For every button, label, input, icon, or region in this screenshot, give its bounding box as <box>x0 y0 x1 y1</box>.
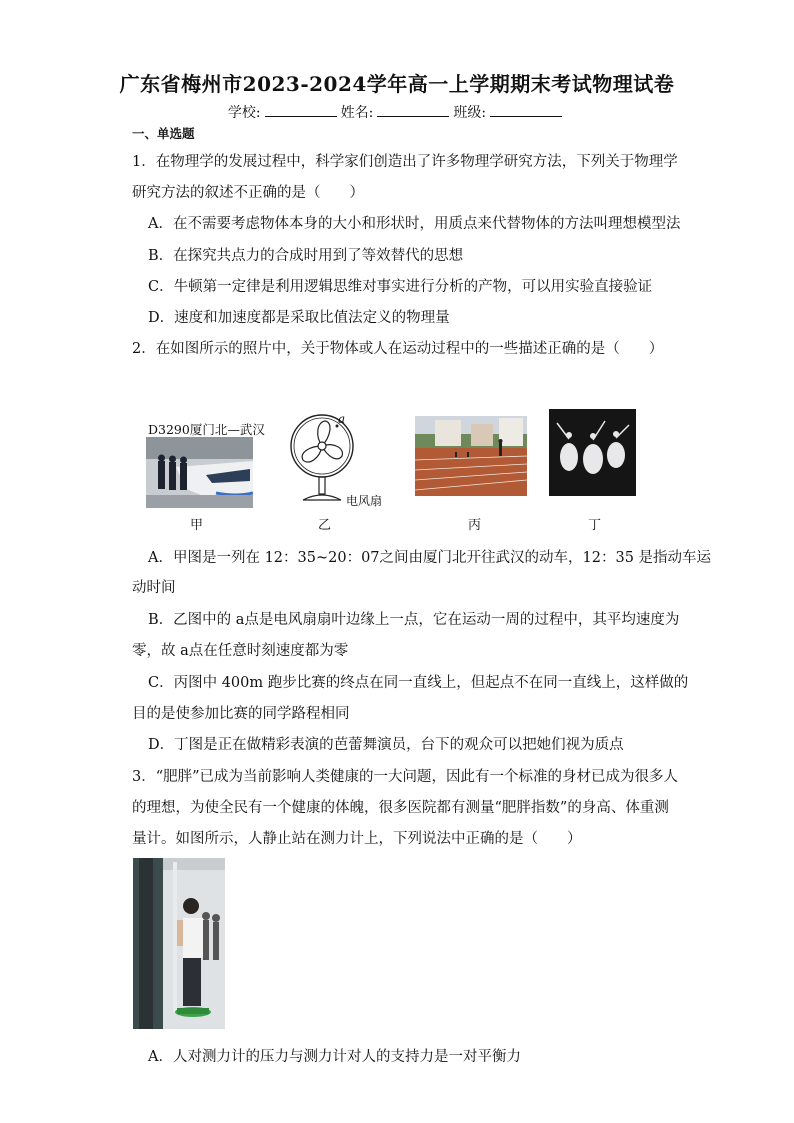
school-blank <box>265 102 337 117</box>
figure-caption-yi: 乙 <box>318 518 332 533</box>
q3-option-a: A．人对测力计的压力与测力计对人的支持力是一对平衡力 <box>148 1049 521 1065</box>
q3-stem-line1: 3．“肥胖”已成为当前影响人类健康的一大问题，因此有一个标准的身材已成为很多人 <box>132 769 679 785</box>
fan-label: 电风扇 <box>346 494 383 508</box>
page-title: 广东省梅州市2023-2024学年高一上学期期末考试物理试卷 <box>119 72 675 96</box>
q2-option-c-line2: 目的是使参加比赛的同学路程相同 <box>132 706 350 722</box>
school-label: 学校: <box>227 105 261 121</box>
q2-option-b-line2: 零，故 a点在任意时刻速度都为零 <box>132 643 349 659</box>
q1-option-b: B．在探究共点力的合成时用到了等效替代的思想 <box>148 248 464 264</box>
name-label: 姓名: <box>340 105 374 121</box>
section-heading: 一、单选题 <box>132 126 195 141</box>
student-info-line <box>0 102 794 122</box>
q2-stem: 2．在如图所示的照片中，关于物体或人在运动过程中的一些描述正确的是（ ） <box>132 341 664 357</box>
q3-stem-line2: 的理想，为使全民有一个健康的体魄，很多医院都有测量“肥胖指数”的身高、体重测 <box>132 800 669 816</box>
q2-option-c-line1: C．丙图中 400m 跑步比赛的终点在同一直线上，但起点不在同一直线上，这样做的 <box>148 675 689 691</box>
figure-caption-bing: 丙 <box>468 518 482 533</box>
q3-stem-line3: 量计。如图所示，人静止站在测力计上，下列说法中正确的是（ ） <box>132 831 582 847</box>
q1-option-a: A．在不需要考虑物体本身的大小和形状时，用质点来代替物体的方法叫理想模型法 <box>148 216 681 232</box>
q1-stem-line1: 1．在物理学的发展过程中，科学家们创造出了许多物理学研究方法，下列关于物理学 <box>132 154 678 170</box>
fan-point-label: a <box>338 412 346 426</box>
figure-caption-ding: 丁 <box>588 518 602 533</box>
q1-stem-line2: 研究方法的叙述不正确的是（ ） <box>132 185 364 201</box>
height-scale-photo <box>133 858 225 1029</box>
class-blank <box>490 102 562 117</box>
class-label: 班级: <box>453 105 487 121</box>
q2-option-d: D．丁图是正在做精彩表演的芭蕾舞演员，台下的观众可以把她们视为质点 <box>148 737 624 753</box>
train-caption-text: D3290厦门北—武汉 <box>148 422 265 437</box>
ballet-photo <box>549 409 636 496</box>
track-photo <box>415 416 527 496</box>
name-blank <box>377 102 449 117</box>
q2-option-a-line2: 动时间 <box>132 580 176 596</box>
q1-option-d: D．速度和加速度都是采取比值法定义的物理量 <box>148 310 450 326</box>
q1-option-c: C．牛顿第一定律是利用逻辑思维对事实进行分析的产物，可以用实验直接验证 <box>148 279 653 295</box>
q2-option-b-line1: B．乙图中的 a点是电风扇扇叶边缘上一点，它在运动一周的过程中，其平均速度为 <box>148 612 680 628</box>
train-photo <box>146 437 253 508</box>
figure-caption-jia: 甲 <box>190 518 204 533</box>
q2-option-a-line1: A．甲图是一列在 12：35~20：07之间由厦门北开往武汉的动车，12：35 是指动车运 <box>148 550 712 566</box>
